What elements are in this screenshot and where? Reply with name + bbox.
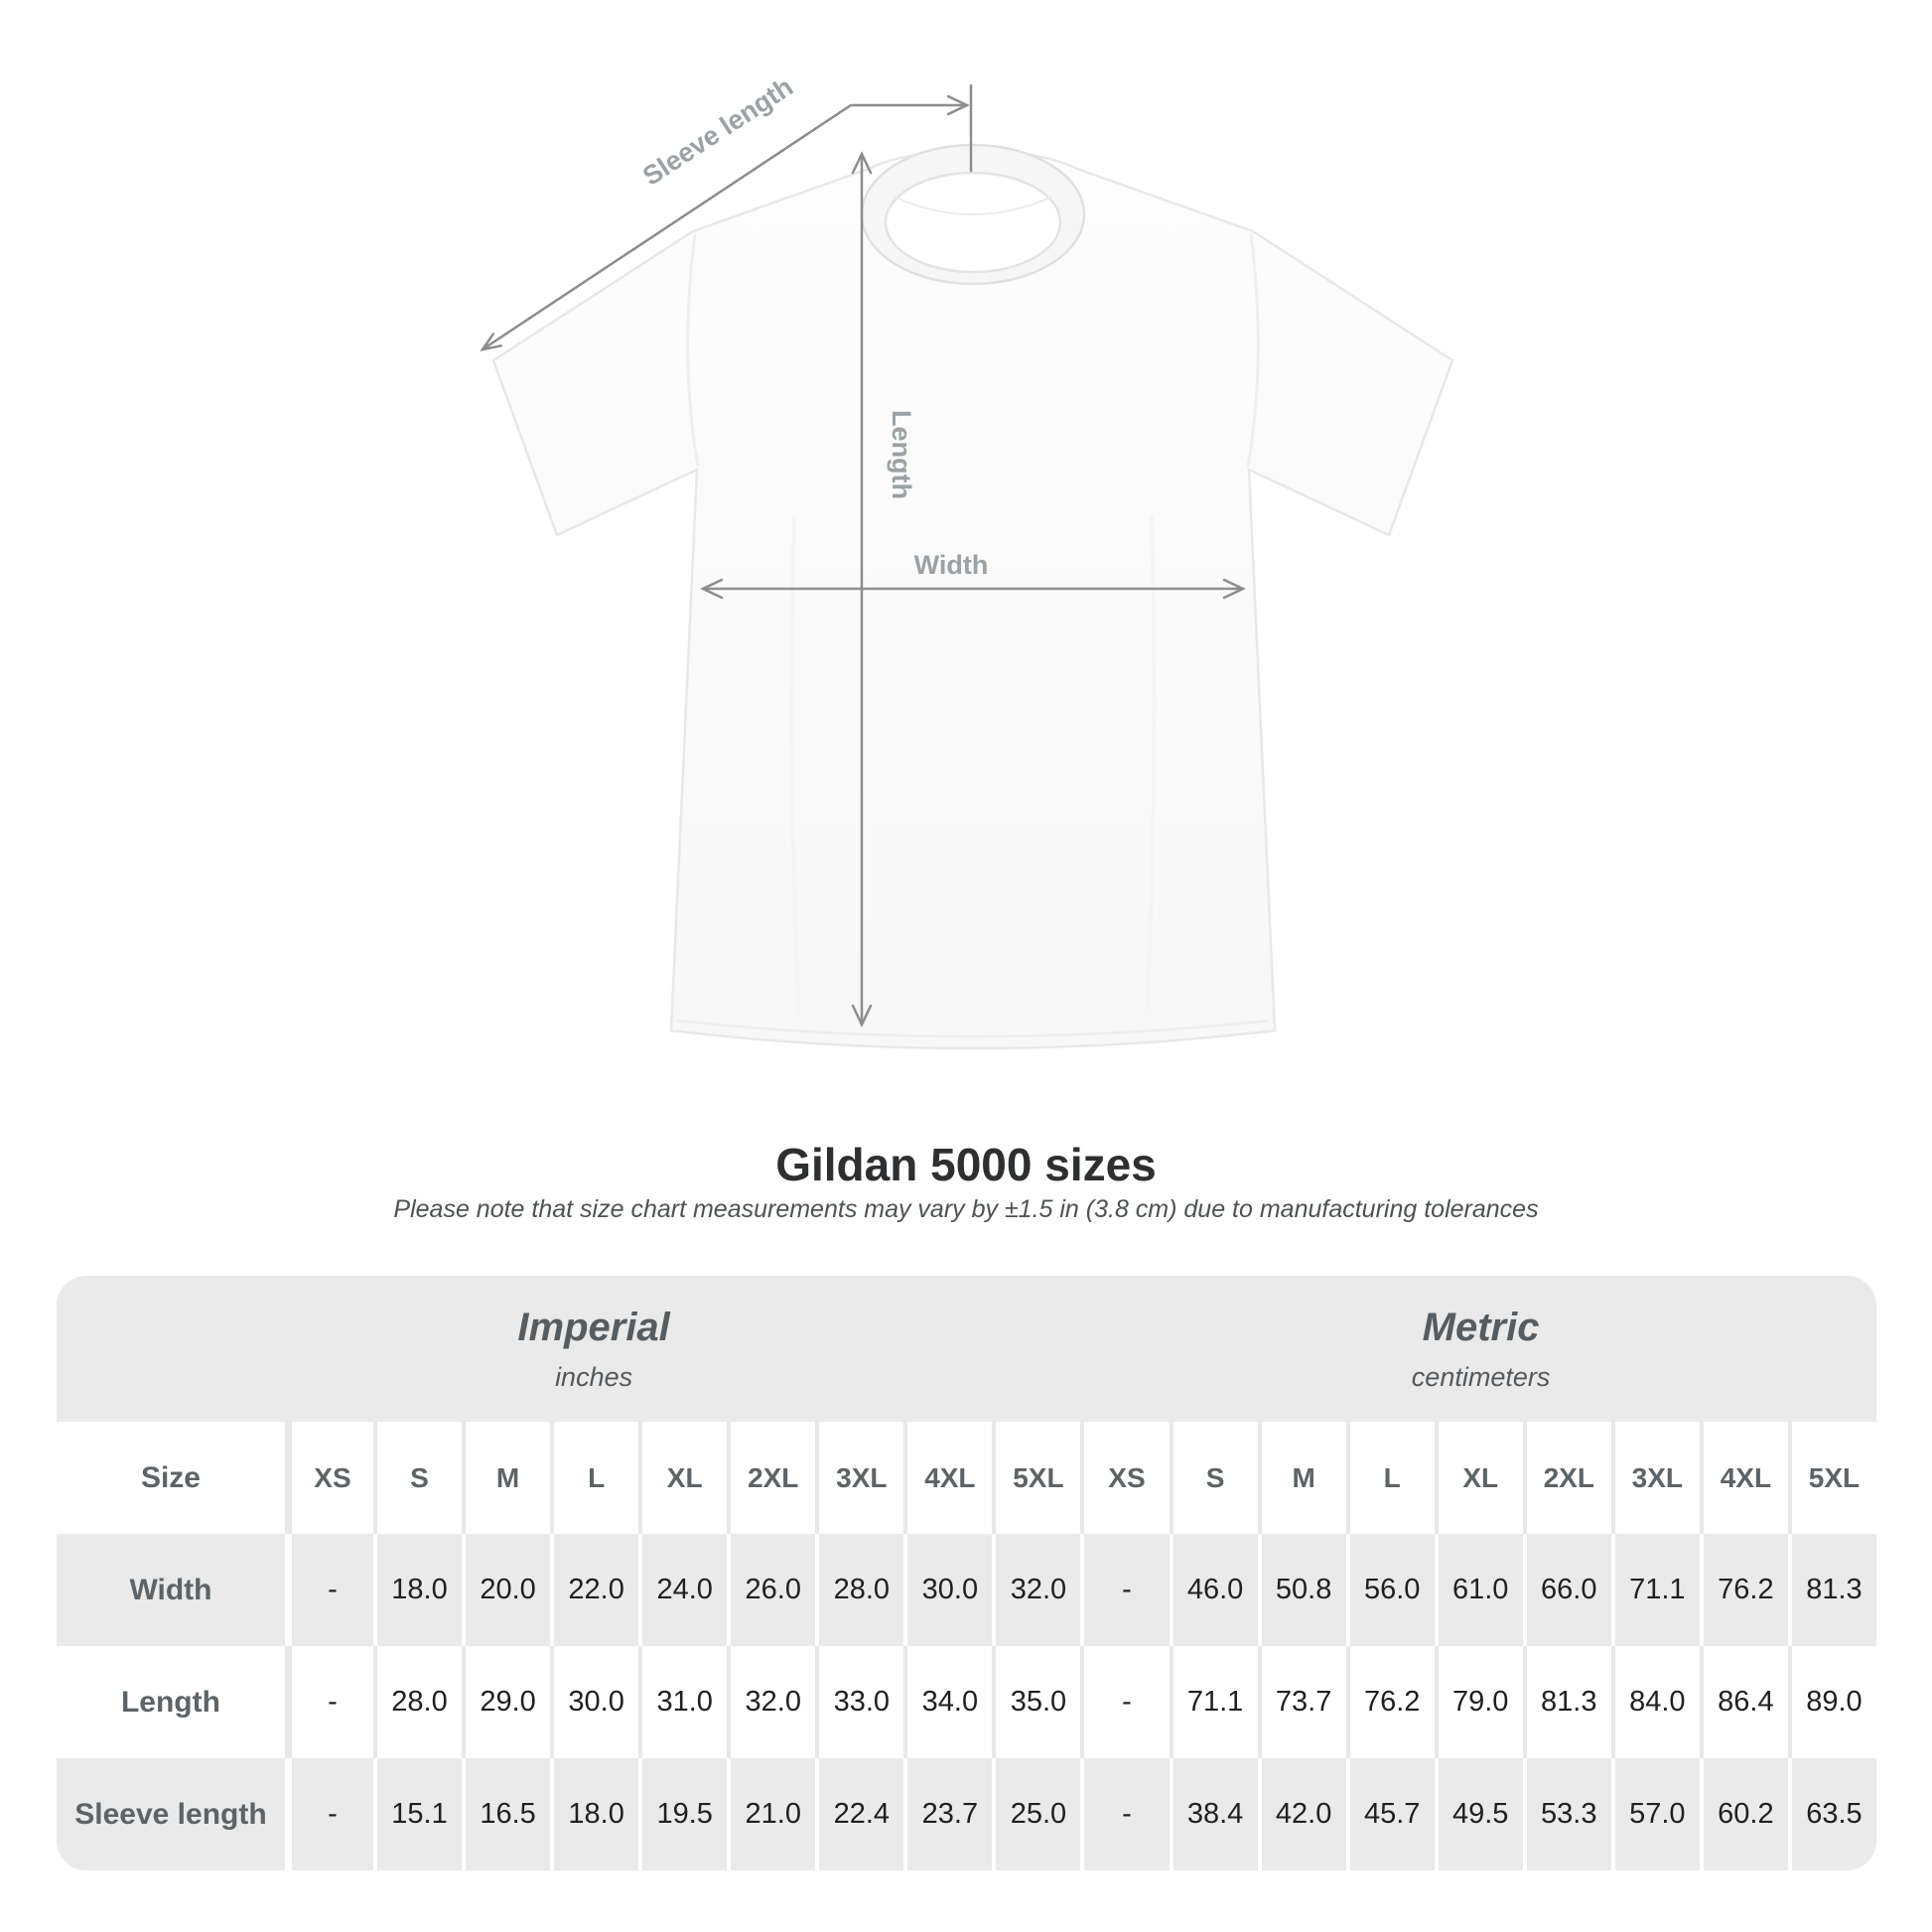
value-cell: 32.0 <box>727 1646 815 1758</box>
value-cell: 34.0 <box>903 1646 992 1758</box>
value-cell: 86.4 <box>1700 1646 1788 1758</box>
value-cell: 20.0 <box>462 1534 550 1646</box>
row-label: Length <box>120 1685 220 1719</box>
size-header: S <box>1170 1422 1258 1534</box>
value-cell: 21.0 <box>727 1758 815 1870</box>
size-header: XS <box>285 1422 373 1534</box>
value-cell: - <box>1080 1534 1169 1646</box>
value-cell: 18.0 <box>373 1534 462 1646</box>
value-cell: 33.0 <box>815 1646 903 1758</box>
value-cell: 42.0 <box>1258 1758 1346 1870</box>
size-header: L <box>550 1422 638 1534</box>
metric-unit: centimeters <box>1411 1361 1551 1392</box>
tolerance-note: Please note that size chart measurements may vary by ±1.5 in (3.8 cm) due to manufacturing tolerances <box>393 1195 1539 1223</box>
size-header: 2XL <box>1523 1422 1611 1534</box>
imperial-unit: inches <box>555 1361 633 1392</box>
size-header: M <box>1258 1422 1346 1534</box>
value-cell: 31.0 <box>638 1646 727 1758</box>
table-row-sleeve-length <box>57 1758 1876 1870</box>
value-cell: - <box>285 1646 373 1758</box>
value-cell: 22.0 <box>550 1534 638 1646</box>
row-label: Sleeve length <box>74 1797 267 1831</box>
value-cell: 63.5 <box>1788 1758 1876 1870</box>
sleeve-length-label: Sleeve length <box>637 71 799 192</box>
value-cell: 57.0 <box>1611 1758 1700 1870</box>
value-cell: 76.2 <box>1700 1534 1788 1646</box>
row-label: Width <box>129 1573 212 1606</box>
value-cell: 56.0 <box>1346 1534 1435 1646</box>
value-cell: - <box>285 1534 373 1646</box>
metric-title: Metric <box>1422 1305 1540 1349</box>
tshirt-collar <box>862 145 1084 284</box>
value-cell: 28.0 <box>373 1646 462 1758</box>
length-label: Length <box>887 410 916 499</box>
value-cell: 61.0 <box>1435 1534 1523 1646</box>
value-cell: 81.3 <box>1523 1646 1611 1758</box>
page-title: Gildan 5000 sizes <box>775 1139 1157 1190</box>
size-header: 4XL <box>1700 1422 1788 1534</box>
value-cell: 79.0 <box>1435 1646 1523 1758</box>
unit-header-band <box>57 1276 1876 1422</box>
size-header-row <box>57 1422 1876 1534</box>
size-header: 5XL <box>992 1422 1080 1534</box>
size-header: XL <box>1435 1422 1523 1534</box>
value-cell: 46.0 <box>1170 1534 1258 1646</box>
imperial-header <box>57 1276 1085 1422</box>
value-cell: 22.4 <box>815 1758 903 1870</box>
size-header: 5XL <box>1788 1422 1876 1534</box>
value-cell: 32.0 <box>992 1534 1080 1646</box>
value-cell: 45.7 <box>1346 1758 1435 1870</box>
size-header: S <box>373 1422 462 1534</box>
value-cell: - <box>285 1758 373 1870</box>
size-table <box>57 1276 1876 1870</box>
value-cell: 24.0 <box>638 1534 727 1646</box>
value-cell: 49.5 <box>1435 1758 1523 1870</box>
tshirt-illustration <box>493 145 1452 1048</box>
value-cell: - <box>1080 1646 1169 1758</box>
size-header: 3XL <box>1611 1422 1700 1534</box>
value-cell: 15.1 <box>373 1758 462 1870</box>
size-header: M <box>462 1422 550 1534</box>
value-cell: 60.2 <box>1700 1758 1788 1870</box>
value-cell: 29.0 <box>462 1646 550 1758</box>
value-cell: 26.0 <box>727 1534 815 1646</box>
value-cell: 23.7 <box>903 1758 992 1870</box>
metric-header <box>1085 1276 1876 1422</box>
value-cell: 81.3 <box>1788 1534 1876 1646</box>
value-cell: 19.5 <box>638 1758 727 1870</box>
value-cell: 84.0 <box>1611 1646 1700 1758</box>
value-cell: 30.0 <box>550 1646 638 1758</box>
imperial-title: Imperial <box>517 1305 670 1349</box>
size-header: XL <box>638 1422 727 1534</box>
value-cell: 71.1 <box>1170 1646 1258 1758</box>
value-cell: 71.1 <box>1611 1534 1700 1646</box>
value-cell: 66.0 <box>1523 1534 1611 1646</box>
value-cell: 30.0 <box>903 1534 992 1646</box>
value-cell: - <box>1080 1758 1169 1870</box>
value-cell: 89.0 <box>1788 1646 1876 1758</box>
value-cell: 35.0 <box>992 1646 1080 1758</box>
size-column-header: Size <box>140 1460 201 1494</box>
size-header: 2XL <box>727 1422 815 1534</box>
value-cell: 18.0 <box>550 1758 638 1870</box>
size-header: 4XL <box>903 1422 992 1534</box>
value-cell: 53.3 <box>1523 1758 1611 1870</box>
value-cell: 73.7 <box>1258 1646 1346 1758</box>
table-row-width <box>57 1534 1876 1646</box>
value-cell: 28.0 <box>815 1534 903 1646</box>
table-row-length <box>57 1646 1876 1758</box>
value-cell: 16.5 <box>462 1758 550 1870</box>
size-header: L <box>1346 1422 1435 1534</box>
value-cell: 25.0 <box>992 1758 1080 1870</box>
value-cell: 50.8 <box>1258 1534 1346 1646</box>
width-label: Width <box>913 550 989 580</box>
value-cell: 38.4 <box>1170 1758 1258 1870</box>
size-header: XS <box>1080 1422 1169 1534</box>
size-header: 3XL <box>815 1422 903 1534</box>
value-cell: 76.2 <box>1346 1646 1435 1758</box>
